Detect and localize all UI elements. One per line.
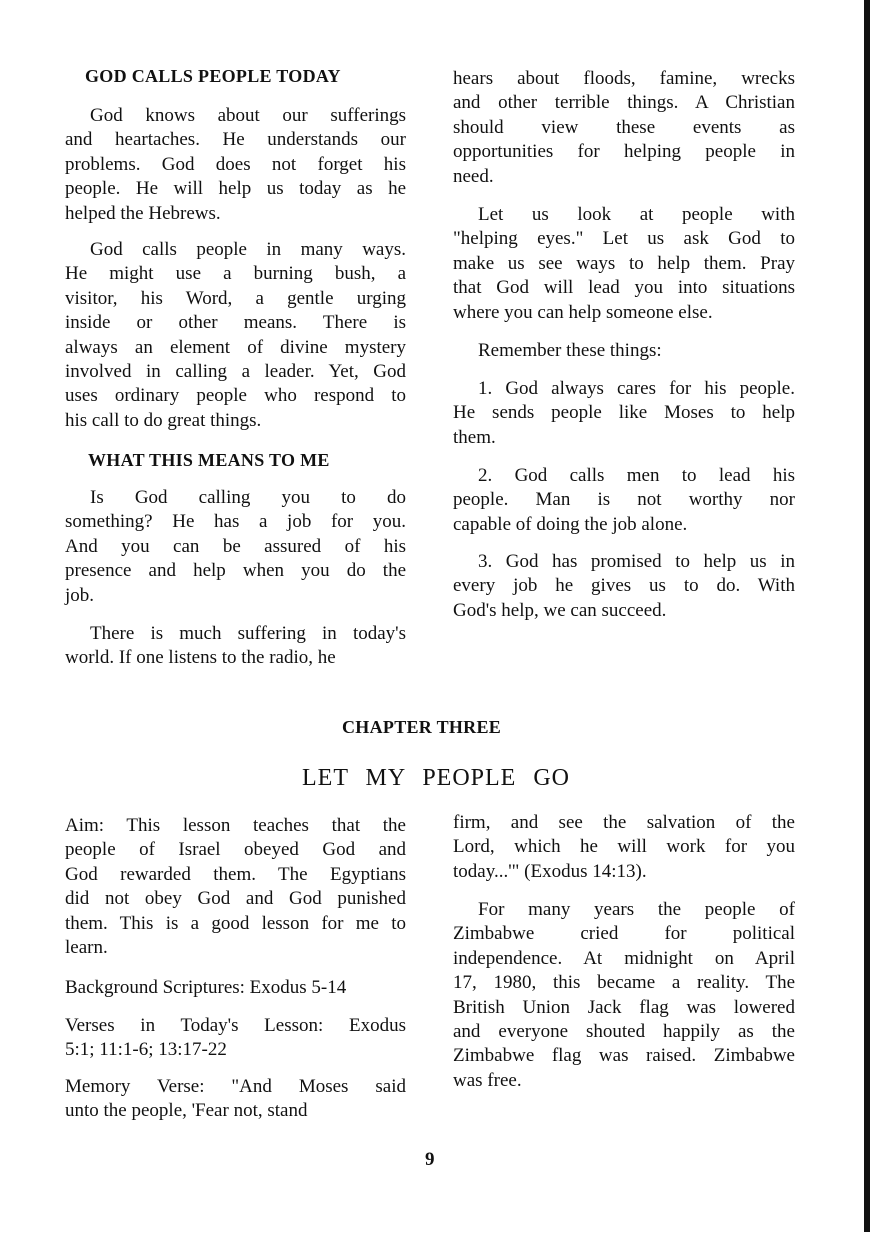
text-line: There is much suffering in today's — [90, 623, 406, 644]
section-heading: WHAT THIS MEANS TO ME — [88, 450, 330, 470]
chapter-title: LET MY PEOPLE GO — [302, 765, 570, 791]
text-line: He sends people like Moses to help — [453, 402, 795, 424]
text-line: and everyone shouted happily as the — [453, 1020, 795, 1042]
paragraph — [453, 898, 795, 1093]
text-line: visitor, his Word, a gentle urging — [65, 287, 406, 309]
text-line: independence. At midnight on April — [453, 947, 795, 969]
lesson-aim — [65, 814, 406, 960]
text-line: them. — [453, 426, 496, 448]
text-line: should view these events as — [453, 116, 795, 138]
text-line: 5:1; 11:1-6; 13:17-22 — [65, 1039, 227, 1061]
text-line: He might use a burning bush, a — [65, 263, 406, 285]
text-line: 2. God calls men to lead his — [478, 465, 795, 486]
text-line: people. He will help us today as he — [65, 178, 406, 200]
text-line: that God will lead you into situations — [453, 277, 795, 299]
memory-verse — [65, 1075, 406, 1124]
text-line: was free. — [453, 1069, 522, 1091]
paragraph — [453, 377, 795, 450]
paragraph — [453, 811, 795, 884]
section-heading: GOD CALLS PEOPLE TODAY — [85, 66, 341, 86]
text-line: Zimbabwe cried for political — [453, 923, 795, 945]
text-line: his call to do great things. — [65, 409, 262, 431]
paragraph — [65, 104, 406, 226]
text-line: And you can be assured of his — [65, 535, 406, 557]
paragraph — [65, 622, 406, 671]
text-line: firm, and see the salvation of the — [453, 812, 795, 833]
text-line: Let us look at people with — [478, 204, 795, 225]
paragraph — [453, 67, 795, 189]
text-line: God rewarded them. The Egyptians — [65, 863, 406, 885]
text-line: where you can help someone else. — [453, 301, 713, 323]
text-line: world. If one listens to the radio, he — [65, 647, 336, 669]
text-line: make us see ways to help them. Pray — [453, 252, 795, 274]
text-line: today...'" (Exodus 14:13). — [453, 860, 647, 882]
text-line: capable of doing the job alone. — [453, 513, 688, 535]
text-line: presence and help when you do the — [65, 560, 406, 582]
text-line: 3. God has promised to help us in — [478, 551, 795, 572]
text-line: and other terrible things. A Christian — [453, 92, 795, 114]
text-line: problems. God does not forget his — [65, 153, 406, 175]
paragraph — [453, 464, 795, 537]
text-line: 1. God always cares for his people. — [478, 378, 795, 399]
text-line: 17, 1980, this became a reality. The — [453, 972, 795, 994]
text-line: God knows about our sufferings — [90, 105, 406, 126]
text-line: Lord, which he will work for you — [453, 836, 795, 858]
text-line: For many years the people of — [478, 899, 795, 920]
text-line: people of Israel obeyed God and — [65, 839, 406, 861]
text-line: Zimbabwe flag was raised. Zimbabwe — [453, 1045, 795, 1067]
text-line: learn. — [65, 936, 108, 958]
page-number: 9 — [425, 1149, 435, 1170]
text-line: Aim: This lesson teaches that the — [65, 815, 406, 836]
text-line: always an element of divine mystery — [65, 336, 406, 358]
text-line: them. This is a good lesson for me to — [65, 912, 406, 934]
scan-edge-border — [864, 0, 870, 1232]
text-line: Remember these things: — [478, 340, 662, 361]
text-line: God calls people in many ways. — [90, 239, 406, 260]
text-line: job. — [65, 584, 95, 606]
text-line: opportunities for helping people in — [453, 141, 795, 163]
paragraph — [453, 550, 795, 623]
chapter-label: CHAPTER THREE — [342, 717, 502, 737]
text-line: inside or other means. There is — [65, 312, 406, 334]
background-scriptures — [65, 976, 406, 1000]
text-line: people. Man is not worthy nor — [453, 489, 795, 511]
text-line: "helping eyes." Let us ask God to — [453, 228, 795, 250]
paragraph — [453, 339, 795, 363]
paragraph — [453, 203, 795, 325]
text-line: Verses in Today's Lesson: Exodus — [65, 1015, 406, 1036]
text-line: something? He has a job for you. — [65, 511, 406, 533]
lesson-verses — [65, 1014, 406, 1063]
text-line: uses ordinary people who respond to — [65, 385, 406, 407]
text-line: God's help, we can succeed. — [453, 599, 667, 621]
text-line: Memory Verse: "And Moses said — [65, 1076, 406, 1097]
text-line: unto the people, 'Fear not, stand — [65, 1100, 308, 1122]
text-line: Is God calling you to do — [90, 487, 406, 508]
text-line: involved in calling a leader. Yet, God — [65, 360, 406, 382]
text-line: and heartaches. He understands our — [65, 129, 406, 151]
paragraph — [65, 238, 406, 433]
text-line: did not obey God and God punished — [65, 888, 406, 910]
text-line: every job he gives us to do. With — [453, 575, 795, 597]
text-line: helped the Hebrews. — [65, 202, 221, 224]
text-line: hears about floods, famine, wrecks — [453, 68, 795, 89]
text-line: need. — [453, 165, 494, 187]
text-line: Background Scriptures: Exodus 5-14 — [65, 977, 347, 998]
text-line: British Union Jack flag was lowered — [453, 996, 795, 1018]
paragraph — [65, 486, 406, 608]
